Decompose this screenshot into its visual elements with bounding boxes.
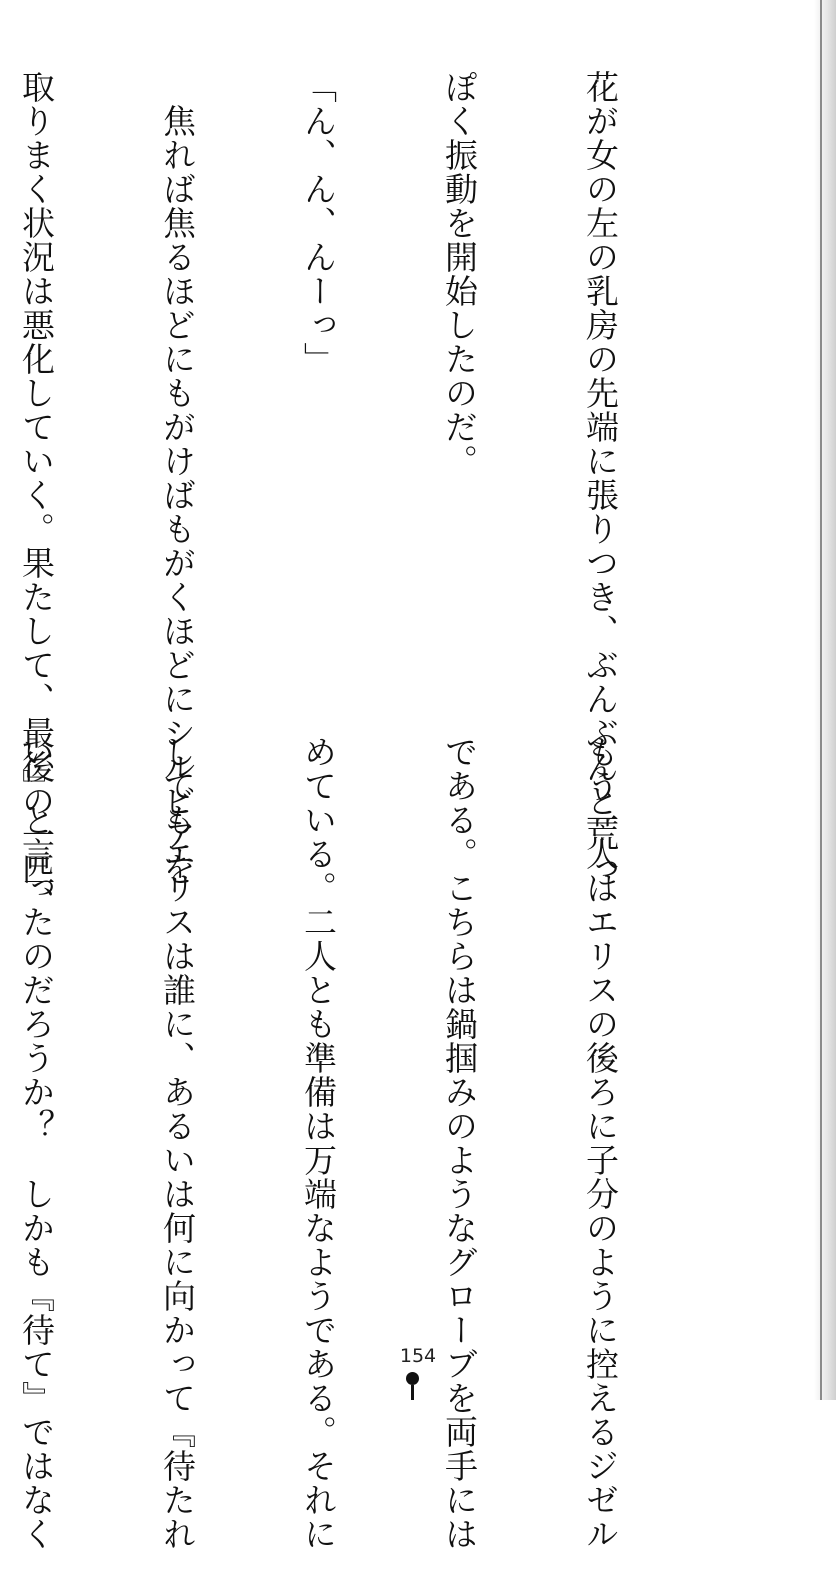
text-column: 焦れば焦るほどにもがけばもがくほどにシルビアを: [158, 70, 197, 886]
text-column: い』と言ったのだろうか？ しかも『待て』ではなく: [17, 735, 56, 1551]
text-column: ぽく振動を開始したのだ。: [440, 70, 479, 478]
text-column: めている。二人とも準備は万端なようである。それに: [299, 735, 338, 1551]
text-column: してもエリスは誰に、あるいは何に向かって『待たれ: [158, 735, 197, 1551]
page-marker-dot: [406, 1372, 419, 1385]
book-spine-shadow: [814, 0, 836, 1400]
upper-text-block: [0, 70, 718, 920]
page-number: 154: [399, 1345, 437, 1367]
text-column: である。こちらは鍋掴みのようなグローブを両手には: [440, 735, 479, 1551]
text-column: 取りまく状況は悪化していく。果たして、最後の一匹、: [17, 70, 56, 920]
page-marker-stem: [411, 1385, 414, 1400]
text-column: 「ん、ん、んーっ」: [299, 70, 338, 376]
text-column: もう一人はエリスの後ろに子分のように控えるジゼル: [581, 735, 620, 1551]
text-column: 花が女の左の乳房の先端に張りつき、ぶんぶんと荒っ: [581, 70, 620, 886]
